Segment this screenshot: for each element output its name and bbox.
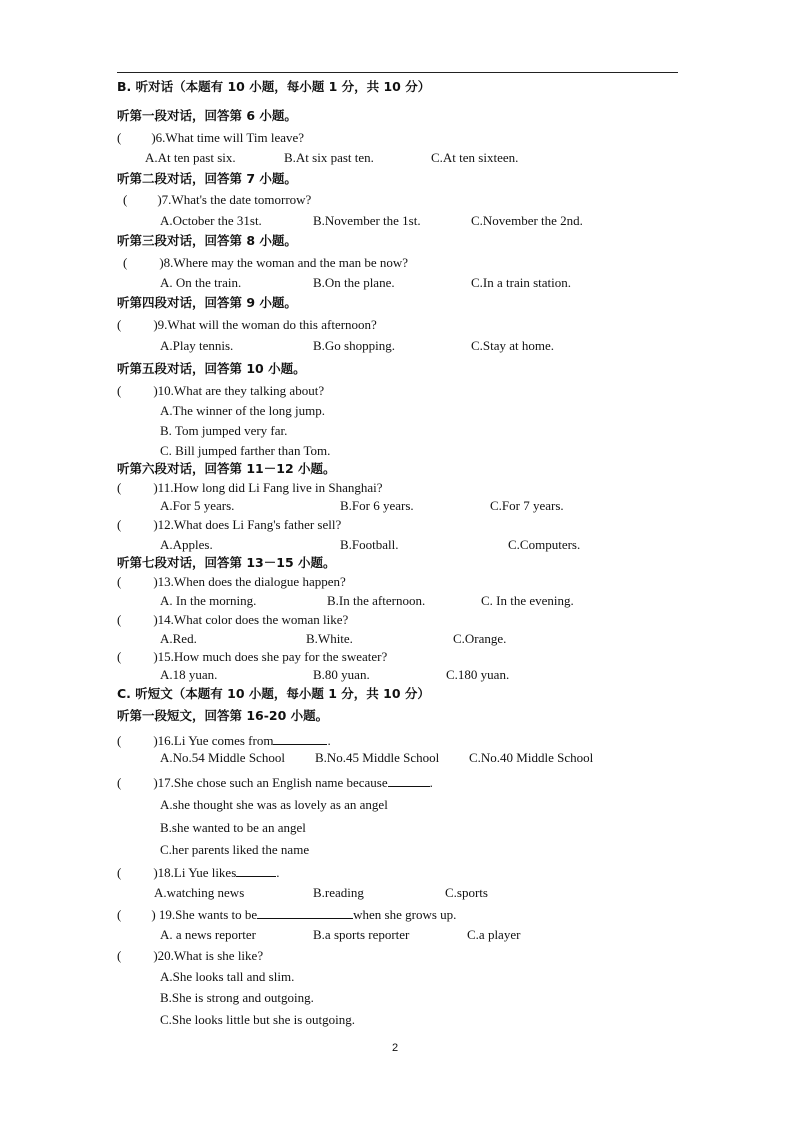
q11-option-c[interactable]: C.For 7 years.	[490, 498, 564, 513]
q7-option-c[interactable]: C.November the 2nd.	[471, 213, 583, 228]
q9-option-b[interactable]: B.Go shopping.	[313, 338, 395, 353]
q20-option-a[interactable]: A.She looks tall and slim.	[160, 969, 295, 984]
dialogue-7-header: 听第七段对话，回答第 13－15 小题。	[117, 555, 336, 570]
q14-option-c[interactable]: C.Orange.	[453, 631, 507, 646]
q19-option-c[interactable]: C.a player	[467, 927, 521, 942]
page-number: 2	[392, 1042, 399, 1054]
q8-option-b[interactable]: B.On the plane.	[313, 275, 395, 290]
q17-option-b[interactable]: B.she wanted to be an angel	[160, 820, 306, 835]
q18-option-b[interactable]: B.reading	[313, 885, 364, 900]
question-8: ( )8.Where may the woman and the man be now?	[123, 255, 409, 270]
q16-option-b[interactable]: B.No.45 Middle School	[315, 750, 440, 765]
answer-blank[interactable]	[388, 774, 430, 787]
q15-option-b[interactable]: B.80 yuan.	[313, 667, 370, 682]
q15-option-c[interactable]: C.180 yuan.	[446, 667, 510, 682]
q7-option-a[interactable]: A.October the 31st.	[160, 213, 262, 228]
dialogue-5-header: 听第五段对话，回答第 10 小题。	[117, 361, 306, 376]
q17-option-c[interactable]: C.her parents liked the name	[160, 842, 310, 857]
q19-option-b[interactable]: B.a sports reporter	[313, 927, 410, 942]
q10-option-a[interactable]: A.The winner of the long jump.	[160, 403, 325, 418]
question-18: ( )18.Li Yue likes .	[117, 865, 280, 880]
question-13: ( )13.When does the dialogue happen?	[117, 574, 346, 589]
q6-option-b[interactable]: B.At six past ten.	[284, 150, 374, 165]
dialogue-1-header: 听第一段对话，回答第 6 小题。	[117, 108, 297, 123]
q13-option-c[interactable]: C. In the evening.	[481, 593, 574, 608]
question-6: ( )6.What time will Tim leave?	[117, 130, 305, 145]
q12-option-b[interactable]: B.Football.	[340, 537, 399, 552]
question-7: ( )7.What's the date tomorrow?	[123, 192, 312, 207]
header-rule	[117, 72, 678, 73]
q9-option-c[interactable]: C.Stay at home.	[471, 338, 555, 353]
q14-option-b[interactable]: B.White.	[306, 631, 353, 646]
q12-option-c[interactable]: C.Computers.	[508, 537, 581, 552]
passage-1-header: 听第一段短文，回答第 16-20 小题。	[117, 708, 329, 723]
q11-option-b[interactable]: B.For 6 years.	[340, 498, 414, 513]
answer-blank[interactable]	[273, 732, 327, 745]
q11-option-a[interactable]: A.For 5 years.	[160, 498, 235, 513]
question-10: ( )10.What are they talking about?	[117, 383, 325, 398]
q18-option-a[interactable]: A.watching news	[154, 885, 245, 900]
question-14: ( )14.What color does the woman like?	[117, 612, 349, 627]
answer-blank[interactable]	[236, 864, 276, 877]
q6-option-a[interactable]: A.At ten past six.	[145, 150, 236, 165]
q10-option-b[interactable]: B. Tom jumped very far.	[160, 423, 288, 438]
dialogue-3-header: 听第三段对话，回答第 8 小题。	[117, 233, 297, 248]
q15-option-a[interactable]: A.18 yuan.	[160, 667, 218, 682]
q16-option-a[interactable]: A.No.54 Middle School	[160, 750, 285, 765]
question-19: ( ) 19.She wants to be when she grows up.	[117, 907, 457, 922]
q18-option-c[interactable]: C.sports	[445, 885, 488, 900]
question-12: ( )12.What does Li Fang's father sell?	[117, 517, 342, 532]
section-c-title: C. 听短文（本题有 10 小题，每小题 1 分，共 10 分）	[117, 686, 430, 701]
q16-option-c[interactable]: C.No.40 Middle School	[469, 750, 594, 765]
q17-option-a[interactable]: A.she thought she was as lovely as an angel	[160, 797, 388, 812]
q8-option-a[interactable]: A. On the train.	[160, 275, 242, 290]
q8-option-c[interactable]: C.In a train station.	[471, 275, 572, 290]
q12-option-a[interactable]: A.Apples.	[160, 537, 213, 552]
q9-option-a[interactable]: A.Play tennis.	[160, 338, 234, 353]
question-17: ( )17.She chose such an English name because .	[117, 775, 433, 790]
question-16: ( )16.Li Yue comes from .	[117, 733, 331, 748]
q19-option-a[interactable]: A. a news reporter	[160, 927, 257, 942]
q10-option-c[interactable]: C. Bill jumped farther than Tom.	[160, 443, 331, 458]
question-15: ( )15.How much does she pay for the sweater?	[117, 649, 388, 664]
question-20: ( )20.What is she like?	[117, 948, 264, 963]
q7-option-b[interactable]: B.November the 1st.	[313, 213, 421, 228]
answer-blank[interactable]	[257, 906, 353, 919]
q13-option-b[interactable]: B.In the afternoon.	[327, 593, 426, 608]
q20-option-c[interactable]: C.She looks little but she is outgoing.	[160, 1012, 356, 1027]
dialogue-2-header: 听第二段对话，回答第 7 小题。	[117, 171, 297, 186]
q20-option-b[interactable]: B.She is strong and outgoing.	[160, 990, 314, 1005]
q14-option-a[interactable]: A.Red.	[160, 631, 197, 646]
dialogue-6-header: 听第六段对话，回答第 11－12 小题。	[117, 461, 336, 476]
q13-option-a[interactable]: A. In the morning.	[160, 593, 257, 608]
section-b-title: B. 听对话（本题有 10 小题，每小题 1 分，共 10 分）	[117, 79, 431, 94]
question-11: ( )11.How long did Li Fang live in Shanghai?	[117, 480, 383, 495]
q6-option-c[interactable]: C.At ten sixteen.	[431, 150, 519, 165]
dialogue-4-header: 听第四段对话，回答第 9 小题。	[117, 295, 297, 310]
question-9: ( )9.What will the woman do this afternoon?	[117, 317, 377, 332]
